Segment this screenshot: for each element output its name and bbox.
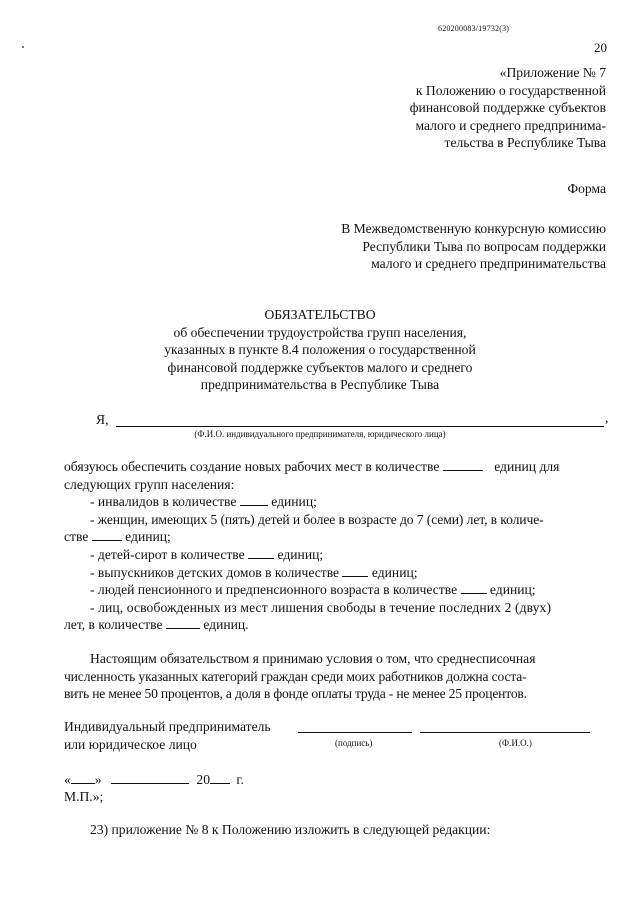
subtitle-line: указанных в пункте 8.4 положения о государственной xyxy=(164,342,476,358)
conditions-line: численность указанных категорий граждан среди моих работников должна соста- xyxy=(64,668,527,684)
graduates-count-blank[interactable] xyxy=(342,564,368,577)
appendix-line: малого и среднего предпринима- xyxy=(415,117,606,133)
subtitle-line: предпринимательства в Республике Тыва xyxy=(200,377,440,393)
page-number: 20 xyxy=(594,40,607,55)
name-blank-line[interactable] xyxy=(116,426,604,427)
appendix-line: к Положению о государственной xyxy=(415,82,606,98)
group-orphans: - детей-сирот в количестве единиц; xyxy=(90,546,324,562)
group-graduates: - выпускников детских домов в количестве единиц; xyxy=(90,564,418,580)
document-number: 620200083/19732(3) xyxy=(438,24,510,33)
addressee-line: В Межведомственную конкурсную комиссию xyxy=(341,221,606,236)
title-block xyxy=(0,306,640,394)
appendix-line: тельства в Республике Тыва xyxy=(444,135,606,151)
commitment-line: обязуюсь обеспечить создание новых рабочих мест в количестве единиц для xyxy=(64,459,560,474)
group-disabled: - инвалидов в количестве единиц; xyxy=(90,494,317,510)
orphans-count-blank[interactable] xyxy=(248,546,274,559)
year-prefix: 20 xyxy=(196,772,210,787)
form-label: Форма xyxy=(567,181,606,196)
group-released: - лиц, освобожденных из мест лишения свободы в течение последних 2 (двух) xyxy=(90,599,552,615)
conditions-line: вить не менее 50 процентов, а доля в фонде оплаты труда - не менее 25 процентов. xyxy=(64,686,527,702)
date-line xyxy=(64,771,244,788)
subtitle-line: финансовой поддержке субъектов малого и среднего xyxy=(167,359,473,375)
date-close-quote: » xyxy=(94,772,102,787)
commitment-line: следующих групп населения: xyxy=(64,476,235,492)
addressee-line: Республики Тыва по вопросам поддержки xyxy=(362,238,606,254)
i-prefix: Я, xyxy=(96,412,109,427)
appendix-line: финансовой поддержке субъектов xyxy=(409,100,606,116)
appendix-block xyxy=(410,64,606,152)
month-blank[interactable] xyxy=(111,771,189,784)
fio-caption: (Ф.И.О.) xyxy=(499,738,532,748)
conditions-paragraph xyxy=(64,650,610,703)
group-pension: - людей пенсионного и предпенсионного возраста в количестве единиц; xyxy=(90,582,536,598)
footer-item: 23) приложение № 8 к Положению изложить в следующей редакции: xyxy=(90,822,491,837)
name-caption: (Ф.И.О. индивидуального предпринимателя, юридического лица) xyxy=(194,429,446,439)
addressee-block xyxy=(341,220,606,273)
signature-blank-line[interactable] xyxy=(298,732,412,733)
addressee-line: малого и среднего предпринимательства xyxy=(371,256,606,272)
conditions-line: Настоящим обязательством я принимаю условия о том, что среднесписочная xyxy=(90,651,536,666)
i-suffix: , xyxy=(605,410,609,425)
scan-speck xyxy=(22,46,24,48)
date-open-quote: « xyxy=(64,772,71,787)
fio-blank-line[interactable] xyxy=(420,732,590,733)
signatory-label-2: или юридическое лицо xyxy=(64,737,197,752)
day-blank[interactable] xyxy=(71,771,95,784)
group-women: - женщин, имеющих 5 (пять) детей и более в возрасте до 7 (семи) лет, в количе- xyxy=(90,511,544,527)
women-count-blank[interactable] xyxy=(92,528,122,541)
signatory-label: Индивидуальный предприниматель xyxy=(64,719,271,734)
year-suffix: г. xyxy=(236,772,244,787)
group-women-cont: стве единиц; xyxy=(64,529,171,545)
document-title: ОБЯЗАТЕЛЬСТВО xyxy=(264,307,376,322)
group-released-cont: лет, в количестве единиц. xyxy=(64,617,249,633)
total-jobs-blank[interactable] xyxy=(443,458,483,471)
pension-count-blank[interactable] xyxy=(461,581,487,594)
released-count-blank[interactable] xyxy=(166,616,200,629)
commitment-block xyxy=(64,458,610,634)
disabled-count-blank[interactable] xyxy=(240,493,268,506)
stamp-label: М.П.»; xyxy=(64,789,104,804)
appendix-line: «Приложение № 7 xyxy=(499,65,606,80)
year-blank[interactable] xyxy=(210,771,230,784)
subtitle-line: об обеспечении трудоустройства групп населения, xyxy=(173,324,467,340)
signature-caption: (подпись) xyxy=(335,738,373,748)
